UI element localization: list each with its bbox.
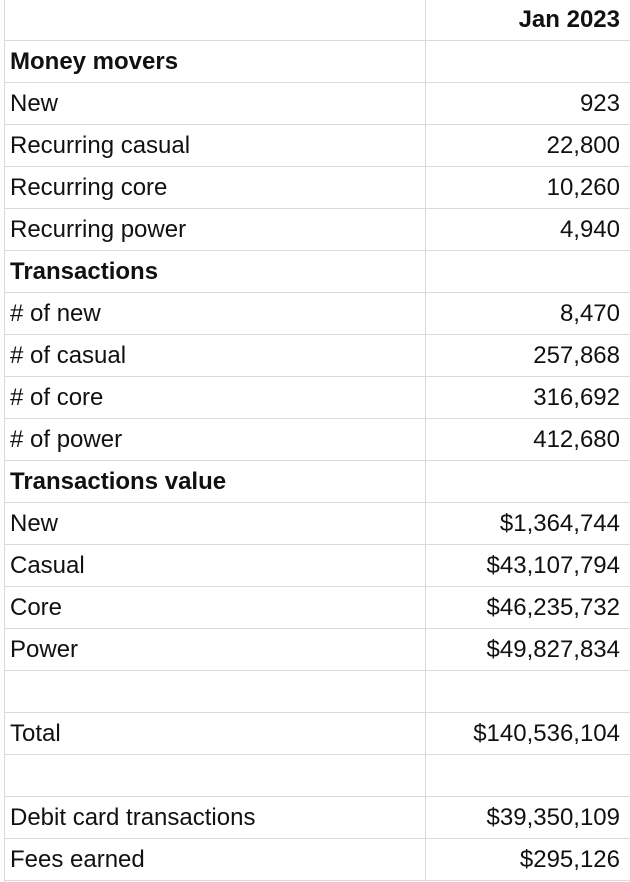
row-value-cell[interactable]: $39,350,109 [486, 803, 620, 831]
row-value-cell[interactable]: $43,107,794 [486, 551, 620, 579]
row-value-cell[interactable]: 923 [579, 89, 620, 117]
row-label-cell[interactable]: New [5, 83, 426, 124]
row-value-cell[interactable]: 412,680 [533, 425, 620, 453]
table-row [5, 125, 630, 167]
table-row [5, 755, 630, 797]
table-row [5, 587, 630, 629]
row-value-cell[interactable]: $49,827,834 [486, 635, 620, 663]
row-label-cell[interactable]: # of casual [5, 335, 426, 376]
row-label-cell[interactable]: # of new [5, 293, 426, 334]
table-row [5, 503, 630, 545]
table-row [5, 545, 630, 587]
row-label-cell[interactable] [5, 755, 426, 796]
table-row [5, 671, 630, 713]
row-value-cell[interactable] [426, 461, 630, 502]
header-row [5, 0, 630, 41]
row-value-cell[interactable]: 257,868 [533, 341, 620, 369]
row-label-cell[interactable]: Recurring power [5, 209, 426, 250]
row-label-cell[interactable]: Power [5, 629, 426, 670]
row-label-cell[interactable]: Casual [5, 545, 426, 586]
row-label-cell[interactable]: Debit card transactions [5, 797, 426, 838]
row-value-cell[interactable] [426, 251, 630, 292]
row-value-cell[interactable]: 4,940 [559, 215, 620, 243]
row-label-cell[interactable]: # of core [5, 377, 426, 418]
table-row [5, 797, 630, 839]
header-label-cell[interactable] [5, 0, 426, 40]
row-value-cell[interactable]: $1,364,744 [499, 509, 620, 537]
table-row [5, 41, 630, 83]
table-row [5, 419, 630, 461]
row-value-cell[interactable]: 316,692 [533, 383, 620, 411]
row-value-cell[interactable]: $46,235,732 [486, 593, 620, 621]
row-label-cell[interactable]: # of power [5, 419, 426, 460]
row-value-cell[interactable] [426, 755, 630, 796]
row-label-cell[interactable]: Recurring core [5, 167, 426, 208]
row-label-cell[interactable]: Recurring casual [5, 125, 426, 166]
row-value-cell[interactable]: 10,260 [546, 173, 620, 201]
row-value-cell[interactable] [426, 671, 630, 712]
spreadsheet-grid [5, 0, 630, 881]
row-label-cell[interactable] [5, 671, 426, 712]
row-value-cell[interactable] [426, 41, 630, 82]
row-label-cell[interactable]: Total [5, 713, 426, 754]
table-row [5, 377, 630, 419]
table-row [5, 629, 630, 671]
row-value-cell[interactable]: $295,126 [519, 845, 620, 873]
row-label-cell[interactable]: Core [5, 587, 426, 628]
table-row [5, 293, 630, 335]
table-row [5, 251, 630, 293]
row-value-cell[interactable]: 8,470 [559, 299, 620, 327]
table-row [5, 461, 630, 503]
table-row [5, 167, 630, 209]
row-label-cell[interactable]: Money movers [5, 41, 426, 82]
header-month-cell[interactable]: Jan 2023 [518, 6, 620, 33]
table-row [5, 839, 630, 881]
row-value-cell[interactable]: $140,536,104 [473, 719, 620, 747]
table-row [5, 83, 630, 125]
row-label-cell[interactable]: New [5, 503, 426, 544]
table-row [5, 209, 630, 251]
row-label-cell[interactable]: Transactions [5, 251, 426, 292]
table-row [5, 713, 630, 755]
table-row [5, 335, 630, 377]
row-label-cell[interactable]: Transactions value [5, 461, 426, 502]
row-value-cell[interactable]: 22,800 [546, 131, 620, 159]
row-label-cell[interactable]: Fees earned [5, 839, 426, 880]
